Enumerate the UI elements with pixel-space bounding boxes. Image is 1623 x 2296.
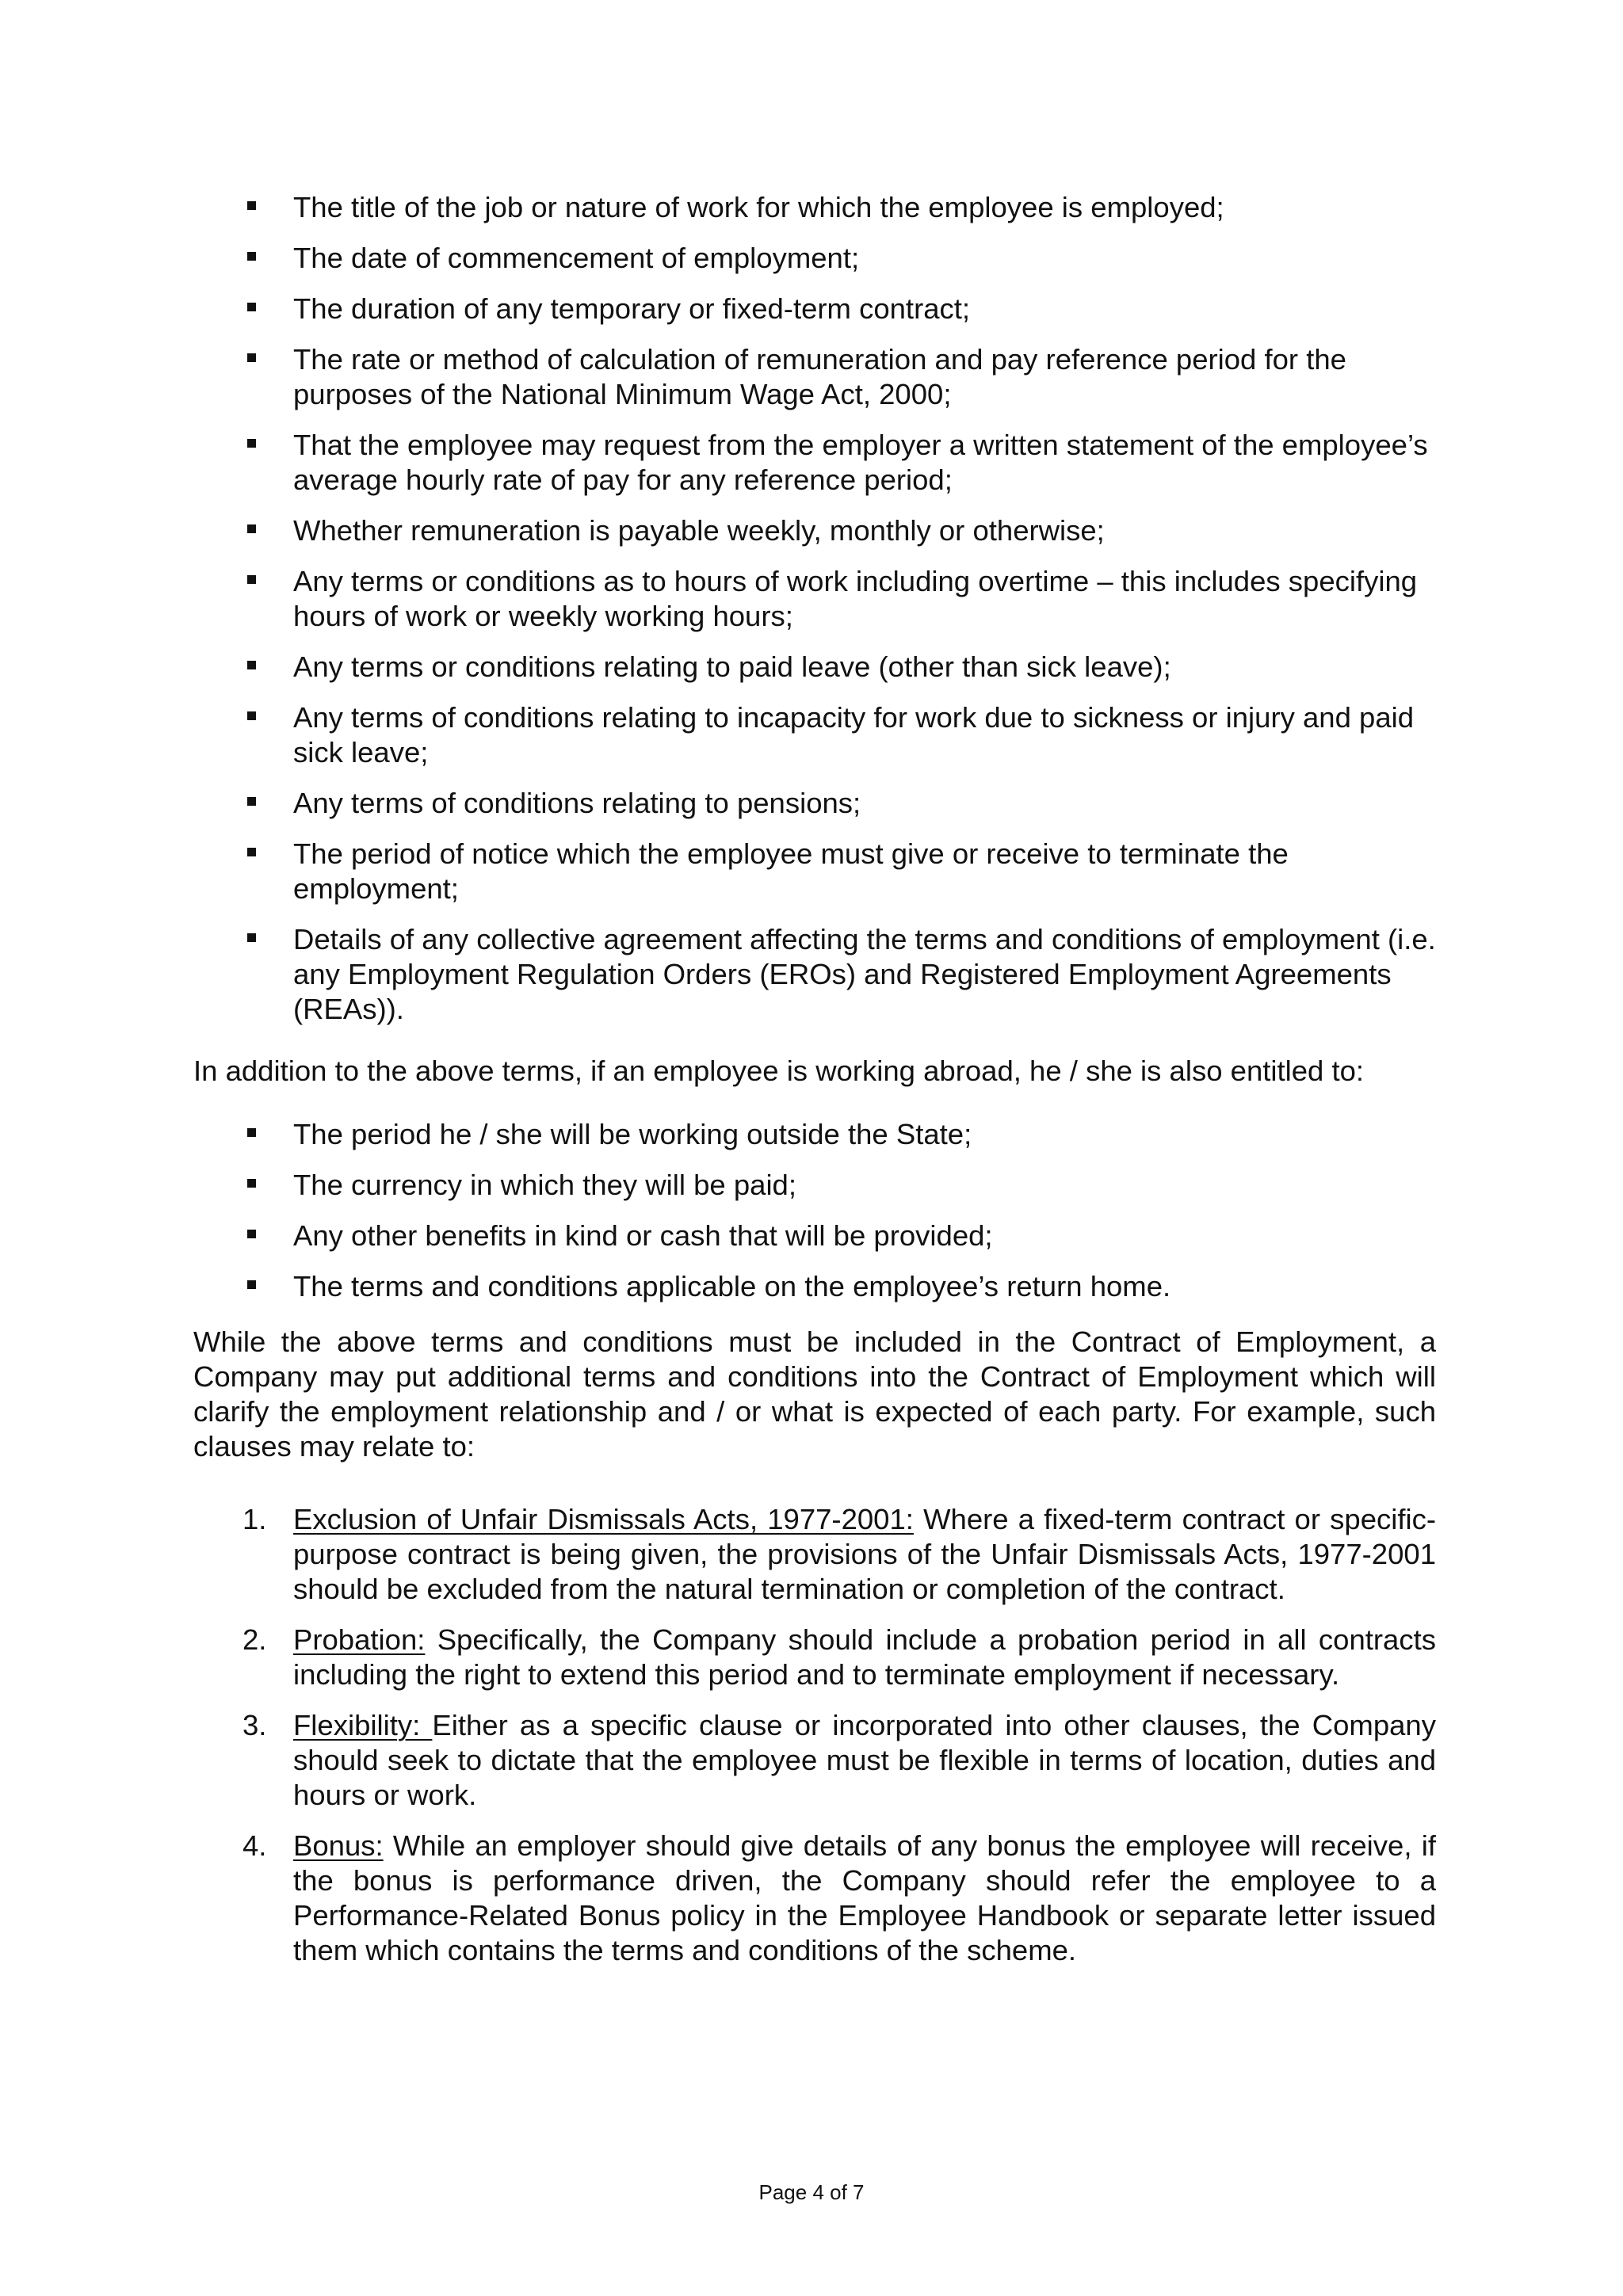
list-item xyxy=(193,700,1436,770)
list-item-text: The period of notice which the employee must give or receive to terminate the employment; xyxy=(293,837,1289,905)
list-item-text: That the employee may request from the employer a written statement of the employee’s average hourly rate of pay for any reference period; xyxy=(293,429,1428,496)
list-item xyxy=(193,1269,1436,1304)
clause-text: Where a fixed-term contract or specific-purpose contract is being given, the provisions of the Unfair Dismissals Acts, 1977-2001 should be excluded from the natural termination or completion of the contract. xyxy=(293,1503,1437,1605)
square-bullet-icon xyxy=(247,1128,256,1137)
clause-heading: Bonus: xyxy=(293,1829,384,1862)
abroad-intro-paragraph: In addition to the above terms, if an employee is working abroad, he / she is also entitled to: xyxy=(193,1055,1365,1087)
list-item-text: The duration of any temporary or fixed-term contract; xyxy=(293,292,971,325)
square-bullet-icon xyxy=(247,575,256,584)
clause-heading: Probation: xyxy=(293,1623,426,1656)
list-item xyxy=(193,786,1436,821)
list-item xyxy=(193,190,1436,225)
list-item xyxy=(193,922,1436,1027)
list-item-text: Details of any collective agreement affecting the terms and conditions of employment (i.e. any Employment Regulation Orders (EROs) and Registered Employment Agreements (REAs)). xyxy=(293,923,1436,1025)
square-bullet-icon xyxy=(247,524,256,533)
clause-item xyxy=(193,1708,1436,1813)
clause-number: 2. xyxy=(242,1623,267,1656)
square-bullet-icon xyxy=(247,797,256,806)
square-bullet-icon xyxy=(247,439,256,448)
clause-heading: Exclusion of Unfair Dismissals Acts, 1977-2001: xyxy=(293,1503,914,1535)
list-item-text: Any terms of conditions relating to pensions; xyxy=(293,787,861,819)
clause-text: While an employer should give details of any bonus the employee will receive, if the bonus is performance driven, the Company should refer the employee to a Performance-Related Bonus policy in the Employee Handbook or separate letter issued them which contains the terms and conditions of the scheme. xyxy=(293,1829,1436,1966)
clause-number: 3. xyxy=(242,1709,267,1741)
employment-terms-list xyxy=(193,190,1436,1027)
list-item-text: Any terms or conditions as to hours of work including overtime – this includes specifying hours of work or weekly working hours; xyxy=(293,565,1418,632)
list-item-text: The period he / she will be working outside the State; xyxy=(293,1118,972,1150)
list-item-text: Whether remuneration is payable weekly, monthly or otherwise; xyxy=(293,514,1105,547)
square-bullet-icon xyxy=(247,711,256,720)
list-item xyxy=(193,1219,1436,1253)
square-bullet-icon xyxy=(247,1230,256,1238)
square-bullet-icon xyxy=(247,1179,256,1188)
clause-item xyxy=(193,1502,1436,1607)
list-item xyxy=(193,1168,1436,1203)
list-item-text: The rate or method of calculation of remuneration and pay reference period for the purposes of the National Minimum Wage Act, 2000; xyxy=(293,343,1346,410)
list-item xyxy=(193,513,1436,548)
clauses-list xyxy=(193,1502,1436,1968)
clause-heading: Flexibility: xyxy=(293,1709,433,1741)
additional-terms-paragraph: While the above terms and conditions must be included in the Contract of Employment, a Company may put additional terms and conditions into the Contract of Employment which will clarify the employment relationship and / or what is expected of each party. For example, such clauses may relate to: xyxy=(193,1325,1436,1463)
list-item xyxy=(193,342,1436,412)
list-item xyxy=(193,837,1436,906)
clause-number: 1. xyxy=(242,1503,267,1535)
list-item xyxy=(193,292,1436,326)
list-item-text: Any other benefits in kind or cash that will be provided; xyxy=(293,1219,993,1252)
square-bullet-icon xyxy=(247,661,256,669)
clause-text: Either as a specific clause or incorporated into other clauses, the Company should seek to dictate that the employee must be flexible in terms of location, duties and hours or work. xyxy=(293,1709,1436,1811)
square-bullet-icon xyxy=(247,252,256,261)
square-bullet-icon xyxy=(247,353,256,362)
list-item-text: Any terms or conditions relating to paid leave (other than sick leave); xyxy=(293,650,1171,683)
clause-item xyxy=(193,1829,1436,1968)
list-item xyxy=(193,241,1436,276)
clause-item xyxy=(193,1623,1436,1692)
list-item xyxy=(193,428,1436,498)
square-bullet-icon xyxy=(247,1280,256,1289)
list-item xyxy=(193,564,1436,634)
list-item-text: Any terms of conditions relating to incapacity for work due to sickness or injury and paid sick leave; xyxy=(293,701,1415,769)
list-item xyxy=(193,1117,1436,1152)
list-item-text: The title of the job or nature of work for which the employee is employed; xyxy=(293,191,1224,223)
list-item-text: The currency in which they will be paid; xyxy=(293,1169,796,1201)
list-item-text: The date of commencement of employment; xyxy=(293,242,860,274)
abroad-terms-list xyxy=(193,1117,1436,1304)
square-bullet-icon xyxy=(247,303,256,311)
list-item-text: The terms and conditions applicable on the employee’s return home. xyxy=(293,1270,1171,1302)
square-bullet-icon xyxy=(247,848,256,856)
clause-text: Specifically, the Company should include a probation period in all contracts including the right to extend this period and to terminate employment if necessary. xyxy=(293,1623,1436,1691)
square-bullet-icon xyxy=(247,201,256,210)
square-bullet-icon xyxy=(247,933,256,942)
page-number-footer: Page 4 of 7 xyxy=(758,2180,865,2204)
document-body xyxy=(193,190,1436,1984)
list-item xyxy=(193,650,1436,685)
clause-number: 4. xyxy=(242,1829,267,1862)
